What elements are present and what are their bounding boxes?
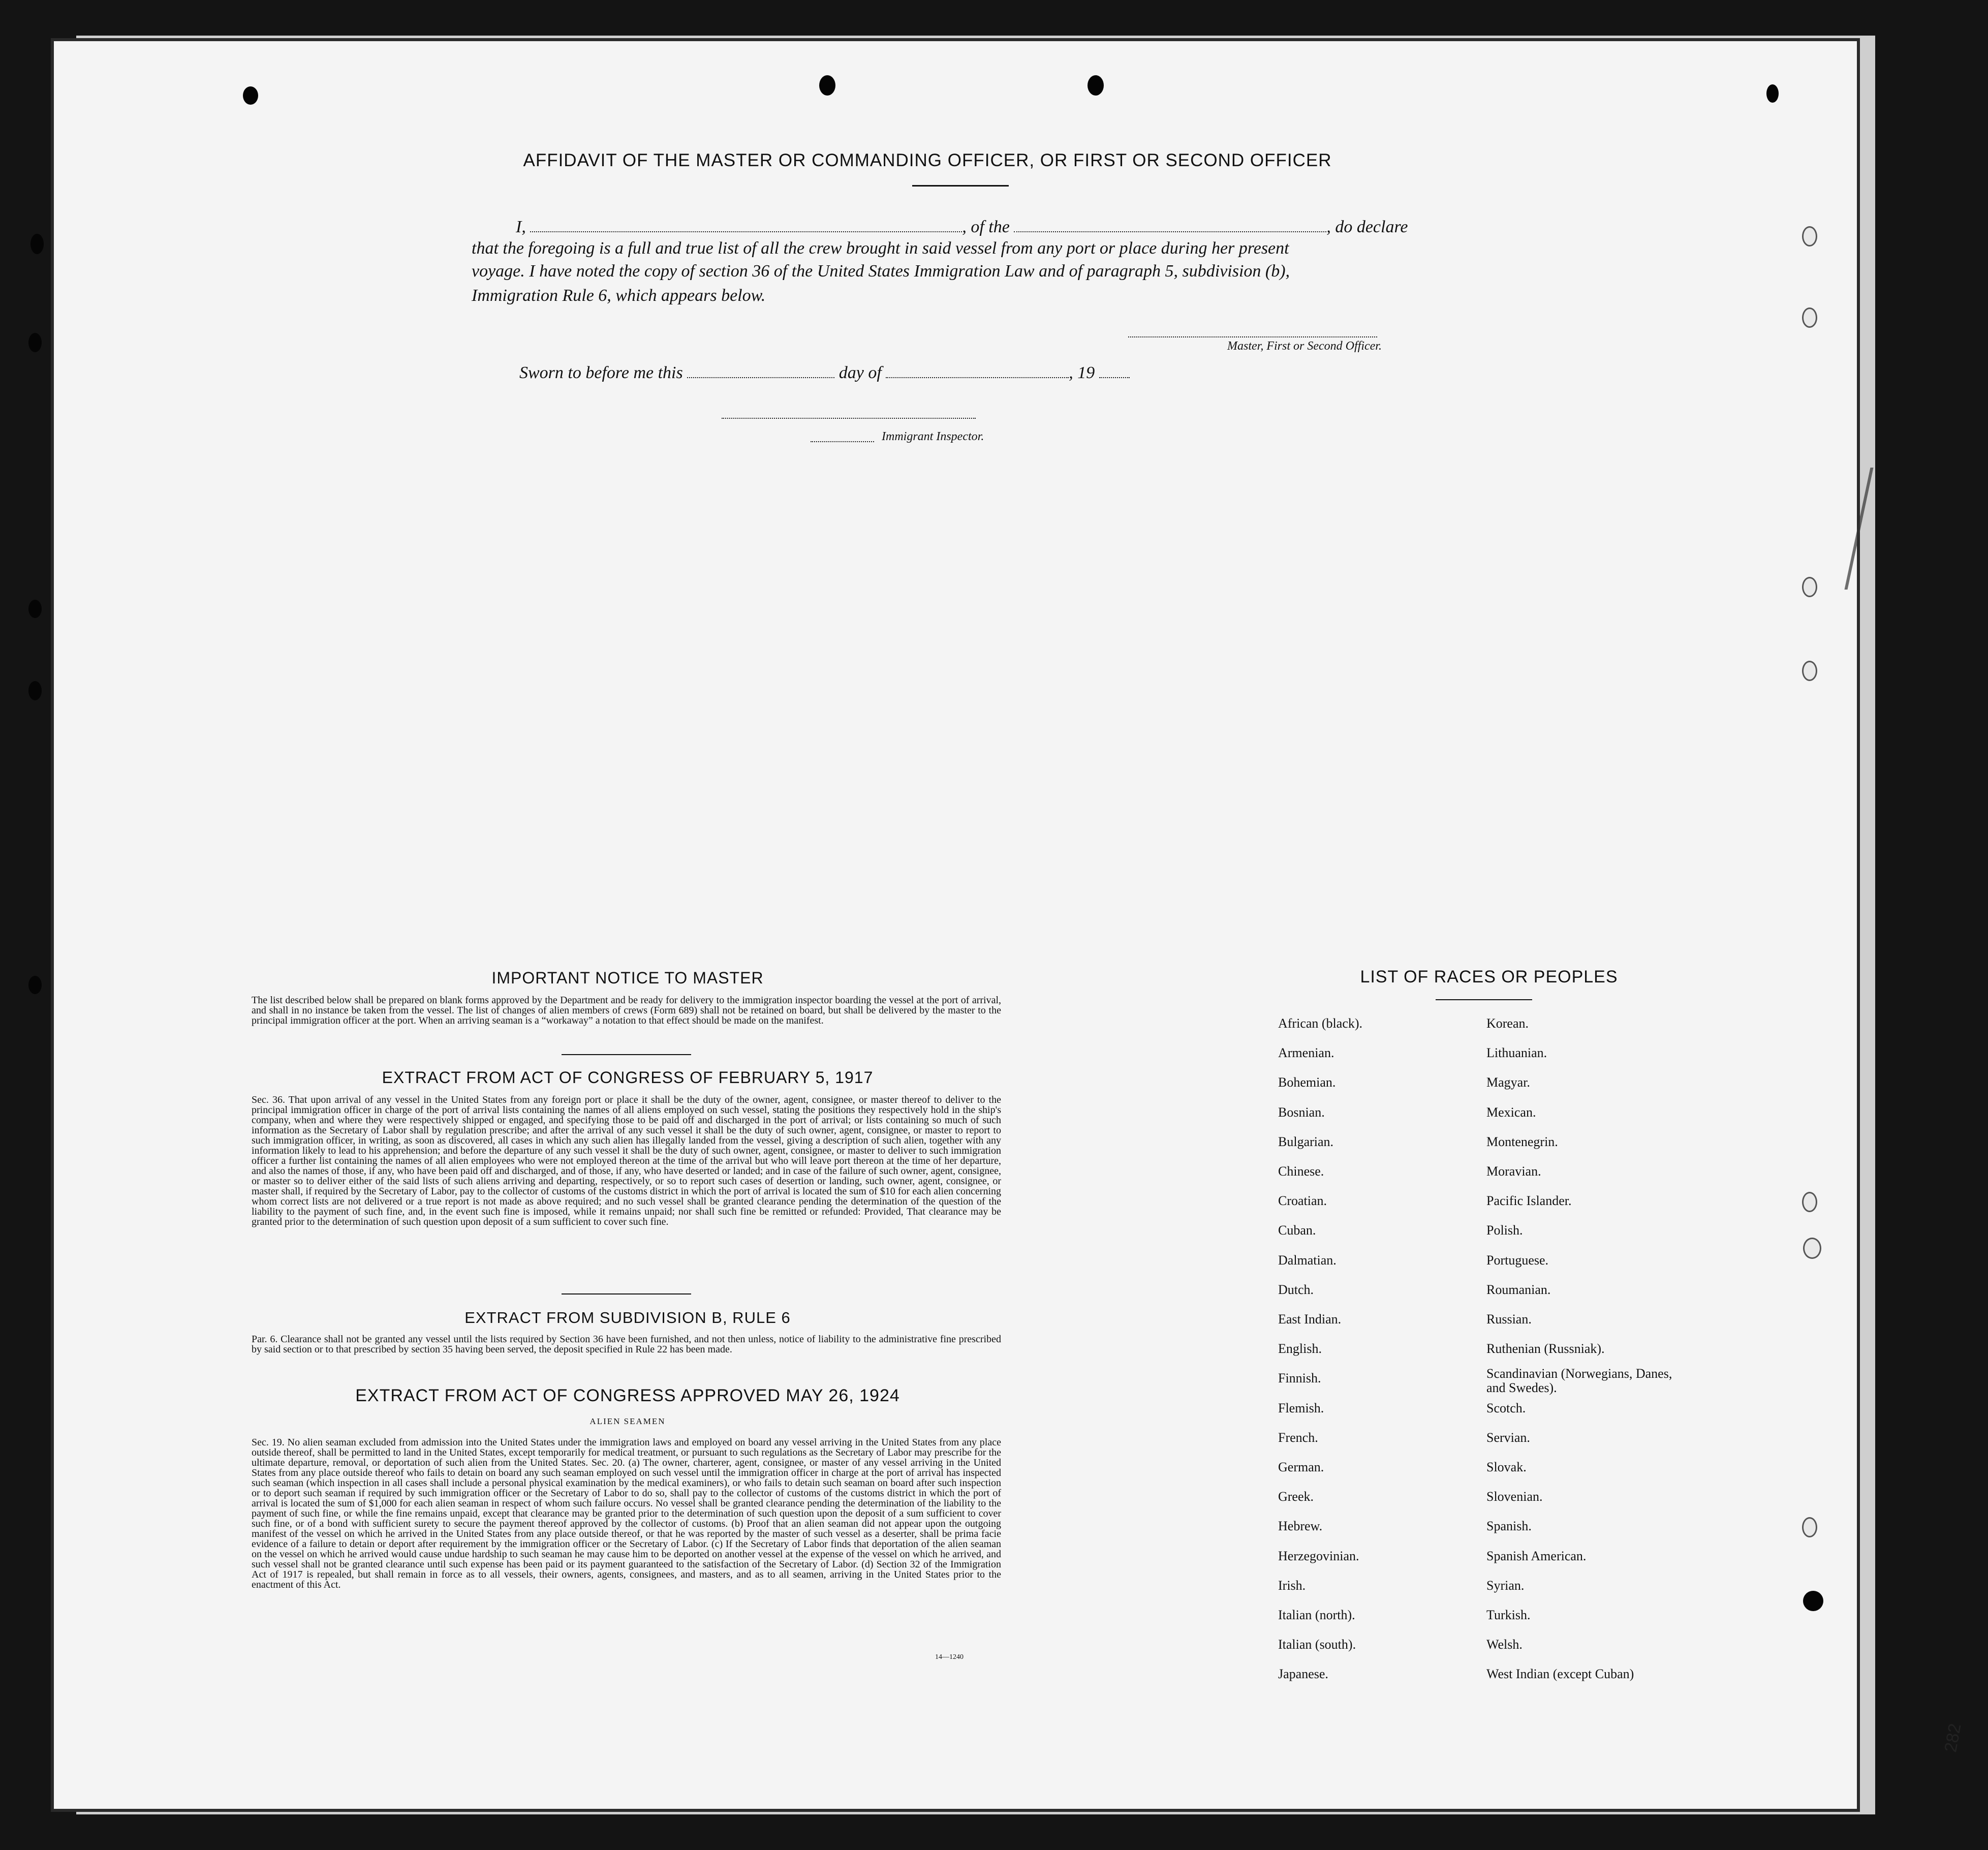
race-item: Italian (south).	[1278, 1637, 1356, 1652]
act-1917-title: EXTRACT FROM ACT OF CONGRESS OF FEBRUARY 5, 1917	[382, 1068, 874, 1087]
race-item: Slovenian.	[1486, 1489, 1543, 1504]
rule-6-title: EXTRACT FROM SUBDIVISION B, RULE 6	[464, 1309, 791, 1327]
notice-title: IMPORTANT NOTICE TO MASTER	[491, 969, 764, 987]
race-item: Cuban.	[1278, 1223, 1316, 1238]
race-item: Korean.	[1486, 1016, 1529, 1031]
race-item: Roumanian.	[1486, 1282, 1551, 1297]
form-number: 14—1240	[935, 1653, 964, 1661]
races-title: LIST OF RACES OR PEOPLES	[1360, 967, 1618, 986]
race-item: Ruthenian (Russniak).	[1486, 1341, 1605, 1356]
race-item: West Indian (except Cuban)	[1486, 1667, 1634, 1682]
declare-suffix: , do declare	[1326, 218, 1408, 236]
race-item: Croatian.	[1278, 1193, 1327, 1209]
race-item: Finnish.	[1278, 1371, 1321, 1386]
sworn-day-field[interactable]	[687, 365, 834, 378]
section-divider	[562, 1293, 691, 1294]
race-item: German.	[1278, 1460, 1324, 1475]
punch-hole-icon	[1766, 84, 1779, 103]
declarant-name-field[interactable]	[530, 219, 962, 232]
sworn-day-of: day of	[838, 363, 882, 382]
race-item: Servian.	[1486, 1430, 1530, 1445]
affidavit-title: AFFIDAVIT OF THE MASTER OR COMMANDING OFFICER, OR FIRST OR SECOND OFFICER	[523, 150, 1332, 170]
race-item: Bosnian.	[1278, 1104, 1325, 1120]
act-1924-text: Sec. 19. No alien seaman excluded from admission into the United States under the immigration laws and employed on board any vessel arriving in the United States from any place outside thereof, shall be permitted to land in the United States, except temporarily for medical treatment, or pursuant to such regulations as the Secretary of Labor may prescribe for the ultimate departure, removal, or deportation of such alien from the United States. Sec. 20. (a) The owner, charterer, agent, consignee, or master of any vessel arriving in the United States from any place outside thereof who fails to detain on board any such seaman employed on such vessel until the immigration officer in charge at the port of arrival has inspected such seaman (which inspection in all cases shall include a personal physical examination by the medical examiners), or who fails to detain such seaman on board after such inspection or to deport such seaman if required by such immigration officer or the Secretary of Labor to do so, shall pay to the collector of customs of the customs district in which the port of arrival is located the sum of $1,000 for each alien seaman in respect of whom such failure occurs. No vessel shall be granted clearance pending the determination of the liability to the payment of such fine, or while the fine remains unpaid, except that clearance may be granted prior to the determination of such question upon the deposit of a sum sufficient to cover such fine, or of a bond with sufficient surety to secure the payment thereof approved by the collector of customs. (b) Proof that an alien seaman did not appear upon the outgoing manifest of the vessel on which he arrived in the United States from any place outside thereof, or that he was reported by the master of such vessel as a deserter, shall be prima facie evidence of a failure to detain or deport after requirement by the immigration officer or the Secretary of Labor. (c) If the Secretary of Labor finds that deportation of the alien seaman on the vessel on which he arrived would cause undue hardship to such seaman he may cause him to be deported on another vessel at the expense of the vessel on which he arrived, and such vessel shall not be granted clearance until such expense has been paid or its payment guaranteed to the satisfaction of the Secretary of Labor. (d) Section 32 of the Immigration Act of 1917 is repealed, but shall remain in force as to all vessels, their owners, agents, consignees, and masters, and as to all seamen, arriving in the United States prior to the enactment of this Act.	[252, 1437, 1001, 1590]
race-item: Pacific Islander.	[1486, 1193, 1572, 1209]
race-item: Portuguese.	[1486, 1252, 1549, 1268]
punch-hole-outline-icon	[1803, 1238, 1821, 1259]
race-item: East Indian.	[1278, 1312, 1342, 1327]
sworn-month-field[interactable]	[886, 365, 1069, 378]
punch-hole-icon	[30, 234, 44, 254]
race-item: Turkish.	[1486, 1608, 1531, 1623]
punch-hole-outline-icon	[1802, 307, 1817, 328]
punch-hole-outline-icon	[1802, 226, 1817, 246]
race-item: African (black).	[1278, 1016, 1363, 1031]
punch-hole-outline-icon	[1802, 1517, 1817, 1537]
declaration-line-1	[516, 218, 1453, 237]
races-left-column	[1278, 1009, 1362, 1689]
race-item: Russian.	[1486, 1312, 1532, 1327]
declarant-prefix: I,	[516, 218, 526, 236]
master-signature-field[interactable]	[1128, 330, 1377, 337]
races-right-column	[1486, 1009, 1680, 1689]
race-item: French.	[1278, 1430, 1318, 1445]
punch-hole-outline-icon	[1802, 1192, 1817, 1212]
race-item: Dutch.	[1278, 1282, 1314, 1297]
race-item: Dalmatian.	[1278, 1252, 1337, 1268]
punch-hole-icon	[28, 600, 42, 618]
inspector-signature-field[interactable]	[722, 412, 976, 419]
race-item: Italian (north).	[1278, 1608, 1355, 1623]
punch-hole-icon	[1088, 75, 1104, 96]
rule-6-text: Par. 6. Clearance shall not be granted any vessel until the lists required by Section 36 have been furnished, and not then unless, notice of liability to the administrative fine prescribed by said section or to that prescribed by section 35 having been served, the deposit specified in Rule 22 has been made.	[252, 1334, 1001, 1355]
declaration-line-2: that the foregoing is a full and true list of all the crew brought in said vessel from any port or place during her present	[472, 239, 1289, 258]
act-1924-title: EXTRACT FROM ACT OF CONGRESS APPROVED MAY 26, 1924	[355, 1386, 900, 1405]
race-item: Moravian.	[1486, 1164, 1541, 1179]
punch-hole-icon	[28, 976, 42, 994]
declaration-line-4: Immigration Rule 6, which appears below.	[472, 286, 766, 305]
sworn-year-prefix: , 19	[1069, 363, 1095, 382]
race-item: Flemish.	[1278, 1400, 1324, 1415]
notice-text: The list described below shall be prepared on blank forms approved by the Department and be ready for delivery to the immigration inspector boarding the vessel at the port of arrival, and shall in no instance be taken from the vessel. The list of changes of alien members of crews (Form 689) shall not be retained on board, but shall be delivered by the master to the principal immigration officer at the port. When an arriving seaman is a “workaway” a notation to that effect should be made on the manifest.	[252, 995, 1001, 1026]
races-divider	[1436, 999, 1532, 1000]
race-item: Syrian.	[1486, 1578, 1525, 1593]
inspector-signature-lead	[811, 432, 874, 442]
race-item: Mexican.	[1486, 1104, 1536, 1120]
punch-hole-outline-icon	[1802, 661, 1817, 681]
vessel-prefix: , of the	[962, 218, 1010, 236]
sworn-year-field[interactable]	[1099, 365, 1130, 378]
punch-hole-icon	[243, 86, 258, 105]
race-item: Slovak.	[1486, 1460, 1527, 1475]
race-item: Bulgarian.	[1278, 1134, 1334, 1149]
race-item: Montenegrin.	[1486, 1134, 1558, 1149]
race-item: Welsh.	[1486, 1637, 1523, 1652]
race-item: Lithuanian.	[1486, 1045, 1547, 1061]
punch-hole-icon	[819, 75, 835, 96]
race-item: Spanish American.	[1486, 1548, 1587, 1563]
race-item: Bohemian.	[1278, 1075, 1336, 1090]
declaration-line-3: voyage. I have noted the copy of section 36 of the United States Immigration Law and of paragraph 5, subdivision (b),	[472, 262, 1290, 281]
master-signature-label: Master, First or Second Officer.	[1227, 340, 1382, 353]
corner-stamp: 282	[1941, 1722, 1965, 1754]
race-item: English.	[1278, 1341, 1322, 1356]
sworn-line	[519, 363, 1130, 383]
race-item: Spanish.	[1486, 1519, 1532, 1534]
race-item: Scotch.	[1486, 1400, 1526, 1415]
act-1917-text: Sec. 36. That upon arrival of any vessel in the United States from any foreign port or place it shall be the duty of the owner, agent, consignee, or master thereof to deliver to the principal immigration officer in charge of the port of arrival lists containing the names of all aliens employed on such vessel, stating the positions they respectively hold in the ship's company, when and where they were respectively shipped or engaged, and specifying those to be paid off and discharged in the port of arrival; or lists containing so much of such information as the Secretary of Labor shall by regulation prescribe; and after the arrival of any such vessel it shall be the duty of such owner, agent, consignee, or master to report to such immigration officer, in writing, as soon as discovered, all cases in which any such alien has illegally landed from the vessel, giving a description of such alien, together with any information likely to lead to his apprehension; and before the departure of any such vessel it shall be the duty of such owner, agent, consignee, or master to deliver to such immigration officer a further list containing the names of all alien employees who were not employed thereon at the time of the arrival but who will leave port thereon at the time of her departure, and also the names of those, if any, who have been paid off and discharged, and of those, if any, who have deserted or landed; and in case of the failure of such owner, agent, consignee, or master so to deliver either of the said lists of such aliens arriving and departing, respectively, or so to report such cases of desertion or landing, such owner, agent, consignee, or master shall, if required by the Secretary of Labor, pay to the collector of customs of the customs district in which the port of arrival is located the sum of $10 for each alien concerning whom correct lists are not delivered or a true report is not made as above required; and no such vessel shall be granted clearance pending the determination of the question of the liability to the payment of such fine, and, in the event such fine is imposed, while it remains unpaid; nor shall such fine be remitted or refunded: Provided, That clearance may be granted prior to the determination of such question upon deposit of a sum sufficient to cover such fine.	[252, 1094, 1001, 1227]
race-item: Polish.	[1486, 1223, 1523, 1238]
race-item: Herzegovinian.	[1278, 1548, 1359, 1563]
race-item: Japanese.	[1278, 1667, 1328, 1682]
race-item: Chinese.	[1278, 1164, 1324, 1179]
race-item: Magyar.	[1486, 1075, 1530, 1090]
punch-hole-icon	[1803, 1591, 1823, 1611]
punch-hole-outline-icon	[1802, 577, 1817, 597]
race-item: Hebrew.	[1278, 1519, 1323, 1534]
act-1924-subtitle: ALIEN SEAMEN	[589, 1416, 666, 1426]
race-item: Scandinavian (Norwegians, Danes, and Swedes).	[1486, 1366, 1672, 1396]
sworn-prefix: Sworn to before me this	[519, 363, 683, 382]
race-item: Greek.	[1278, 1489, 1314, 1504]
section-divider	[562, 1054, 691, 1055]
race-item: Irish.	[1278, 1578, 1306, 1593]
vessel-name-field[interactable]	[1014, 219, 1326, 232]
title-divider	[912, 185, 1009, 187]
inspector-signature-label: Immigrant Inspector.	[882, 430, 984, 443]
punch-hole-icon	[28, 681, 42, 700]
race-item: Armenian.	[1278, 1045, 1334, 1061]
punch-hole-icon	[28, 333, 42, 352]
